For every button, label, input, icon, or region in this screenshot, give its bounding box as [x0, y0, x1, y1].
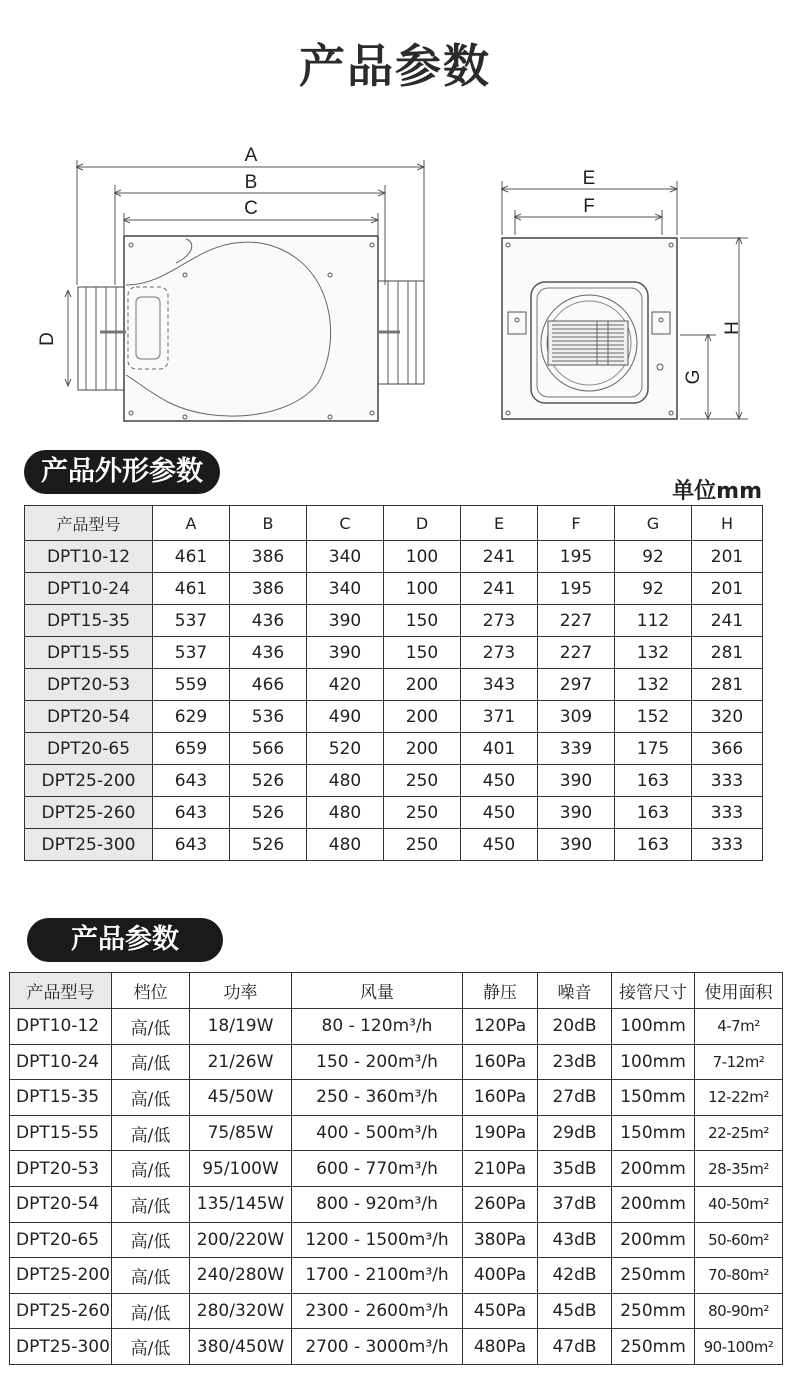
model-cell: DPT10-24 — [25, 573, 153, 605]
model-cell: DPT25-260 — [25, 797, 153, 829]
value-cell: 100mm — [612, 1009, 695, 1045]
value-cell: 43dB — [538, 1222, 612, 1258]
header-cell: B — [230, 506, 307, 541]
value-cell: 250 — [384, 797, 461, 829]
value-cell: 2700 - 3000m³/h — [292, 1329, 463, 1365]
value-cell: 21/26W — [190, 1044, 292, 1080]
dim-label-c: C — [244, 198, 258, 219]
table-row — [10, 1080, 783, 1116]
value-cell: 340 — [307, 541, 384, 573]
table-row — [10, 1115, 783, 1151]
value-cell: 629 — [153, 701, 230, 733]
table-row — [10, 1009, 783, 1045]
header-cell: 噪音 — [538, 973, 612, 1009]
dimensions-table-body — [25, 541, 763, 861]
value-cell: 100mm — [612, 1044, 695, 1080]
value-cell: 200mm — [612, 1186, 695, 1222]
value-cell: 333 — [692, 765, 763, 797]
table-row — [10, 1258, 783, 1294]
value-cell: 436 — [230, 637, 307, 669]
value-cell: 45/50W — [190, 1080, 292, 1116]
value-cell: 297 — [538, 669, 615, 701]
value-cell: 高/低 — [112, 1044, 190, 1080]
header-cell: 档位 — [112, 973, 190, 1009]
value-cell: 386 — [230, 573, 307, 605]
value-cell: 400 - 500m³/h — [292, 1115, 463, 1151]
value-cell: 461 — [153, 573, 230, 605]
model-cell: DPT20-53 — [10, 1151, 112, 1187]
dim-label-d: D — [37, 332, 58, 346]
value-cell: 520 — [307, 733, 384, 765]
value-cell: 250mm — [612, 1293, 695, 1329]
table-row — [10, 1293, 783, 1329]
value-cell: 366 — [692, 733, 763, 765]
dim-label-h: H — [722, 321, 743, 335]
table-row — [25, 669, 763, 701]
value-cell: 150 — [384, 605, 461, 637]
header-cell: 接管尺寸 — [612, 973, 695, 1009]
value-cell: 150mm — [612, 1080, 695, 1116]
value-cell: 537 — [153, 605, 230, 637]
dim-label-g: G — [683, 369, 704, 385]
header-cell: E — [461, 506, 538, 541]
value-cell: 320 — [692, 701, 763, 733]
table-row — [25, 701, 763, 733]
value-cell: 23dB — [538, 1044, 612, 1080]
value-cell: 480Pa — [463, 1329, 538, 1365]
value-cell: 90-100m² — [695, 1329, 783, 1365]
table-row — [25, 637, 763, 669]
model-cell: DPT25-300 — [10, 1329, 112, 1365]
header-cell: 使用面积 — [695, 973, 783, 1009]
table-row — [25, 573, 763, 605]
value-cell: 400Pa — [463, 1258, 538, 1294]
value-cell: 200 — [384, 669, 461, 701]
value-cell: 高/低 — [112, 1222, 190, 1258]
value-cell: 120Pa — [463, 1009, 538, 1045]
model-cell: DPT20-54 — [10, 1186, 112, 1222]
value-cell: 450Pa — [463, 1293, 538, 1329]
value-cell: 250mm — [612, 1258, 695, 1294]
value-cell: 2300 - 2600m³/h — [292, 1293, 463, 1329]
value-cell: 340 — [307, 573, 384, 605]
value-cell: 201 — [692, 541, 763, 573]
value-cell: 高/低 — [112, 1009, 190, 1045]
value-cell: 29dB — [538, 1115, 612, 1151]
value-cell: 27dB — [538, 1080, 612, 1116]
model-cell: DPT10-12 — [25, 541, 153, 573]
value-cell: 401 — [461, 733, 538, 765]
value-cell: 47dB — [538, 1329, 612, 1365]
value-cell: 250 — [384, 829, 461, 861]
value-cell: 4-7m² — [695, 1009, 783, 1045]
value-cell: 241 — [692, 605, 763, 637]
value-cell: 160Pa — [463, 1044, 538, 1080]
value-cell: 210Pa — [463, 1151, 538, 1187]
value-cell: 260Pa — [463, 1186, 538, 1222]
value-cell: 135/145W — [190, 1186, 292, 1222]
value-cell: 227 — [538, 637, 615, 669]
value-cell: 280/320W — [190, 1293, 292, 1329]
model-cell: DPT25-260 — [10, 1293, 112, 1329]
value-cell: 309 — [538, 701, 615, 733]
value-cell: 200 — [384, 733, 461, 765]
value-cell: 35dB — [538, 1151, 612, 1187]
header-cell: C — [307, 506, 384, 541]
value-cell: 75/85W — [190, 1115, 292, 1151]
value-cell: 490 — [307, 701, 384, 733]
value-cell: 450 — [461, 765, 538, 797]
value-cell: 390 — [538, 797, 615, 829]
header-cell: 静压 — [463, 973, 538, 1009]
value-cell: 7-12m² — [695, 1044, 783, 1080]
value-cell: 333 — [692, 829, 763, 861]
value-cell: 800 - 920m³/h — [292, 1186, 463, 1222]
value-cell: 45dB — [538, 1293, 612, 1329]
value-cell: 537 — [153, 637, 230, 669]
value-cell: 42dB — [538, 1258, 612, 1294]
value-cell: 281 — [692, 637, 763, 669]
value-cell: 390 — [538, 765, 615, 797]
header-cell: 风量 — [292, 973, 463, 1009]
header-cell: 功率 — [190, 973, 292, 1009]
header-cell: 产品型号 — [10, 973, 112, 1009]
value-cell: 480 — [307, 829, 384, 861]
value-cell: 281 — [692, 669, 763, 701]
value-cell: 659 — [153, 733, 230, 765]
model-cell: DPT15-35 — [25, 605, 153, 637]
table-row — [25, 605, 763, 637]
value-cell: 436 — [230, 605, 307, 637]
params-table-header — [10, 973, 783, 1009]
value-cell: 241 — [461, 573, 538, 605]
value-cell: 200 — [384, 701, 461, 733]
model-cell: DPT20-65 — [10, 1222, 112, 1258]
params-section-title: 产品参数 — [27, 918, 223, 962]
value-cell: 526 — [230, 829, 307, 861]
value-cell: 461 — [153, 541, 230, 573]
table-row — [10, 1186, 783, 1222]
value-cell: 163 — [615, 829, 692, 861]
value-cell: 559 — [153, 669, 230, 701]
value-cell: 371 — [461, 701, 538, 733]
header-cell: 产品型号 — [25, 506, 153, 541]
value-cell: 526 — [230, 765, 307, 797]
value-cell: 240/280W — [190, 1258, 292, 1294]
value-cell: 390 — [307, 605, 384, 637]
value-cell: 200mm — [612, 1222, 695, 1258]
value-cell: 227 — [538, 605, 615, 637]
table-row — [25, 829, 763, 861]
value-cell: 28-35m² — [695, 1151, 783, 1187]
header-cell: A — [153, 506, 230, 541]
value-cell: 112 — [615, 605, 692, 637]
page-title: 产品参数 — [299, 39, 491, 93]
model-cell: DPT20-54 — [25, 701, 153, 733]
value-cell: 390 — [307, 637, 384, 669]
dim-label-a: A — [244, 145, 258, 166]
value-cell: 40-50m² — [695, 1186, 783, 1222]
value-cell: 643 — [153, 829, 230, 861]
value-cell: 37dB — [538, 1186, 612, 1222]
dim-label-f: F — [583, 196, 595, 217]
dimensions-table — [24, 505, 763, 861]
model-cell: DPT10-24 — [10, 1044, 112, 1080]
value-cell: 70-80m² — [695, 1258, 783, 1294]
table-header-row — [25, 506, 763, 541]
value-cell: 92 — [615, 573, 692, 605]
value-cell: 152 — [615, 701, 692, 733]
dimensions-table-header — [25, 506, 763, 541]
table-row — [25, 797, 763, 829]
value-cell: 高/低 — [112, 1080, 190, 1116]
value-cell: 132 — [615, 637, 692, 669]
value-cell: 80 - 120m³/h — [292, 1009, 463, 1045]
value-cell: 190Pa — [463, 1115, 538, 1151]
value-cell: 566 — [230, 733, 307, 765]
value-cell: 273 — [461, 605, 538, 637]
table-row — [10, 1329, 783, 1365]
value-cell: 450 — [461, 797, 538, 829]
value-cell: 163 — [615, 797, 692, 829]
value-cell: 420 — [307, 669, 384, 701]
model-cell: DPT20-53 — [25, 669, 153, 701]
unit-label: 单位mm — [672, 479, 762, 504]
value-cell: 高/低 — [112, 1258, 190, 1294]
value-cell: 92 — [615, 541, 692, 573]
value-cell: 536 — [230, 701, 307, 733]
value-cell: 200/220W — [190, 1222, 292, 1258]
model-cell: DPT25-200 — [10, 1258, 112, 1294]
table-row — [25, 765, 763, 797]
value-cell: 386 — [230, 541, 307, 573]
value-cell: 80-90m² — [695, 1293, 783, 1329]
value-cell: 480 — [307, 765, 384, 797]
value-cell: 高/低 — [112, 1293, 190, 1329]
dim-label-e: E — [582, 168, 596, 189]
value-cell: 高/低 — [112, 1115, 190, 1151]
value-cell: 201 — [692, 573, 763, 605]
model-cell: DPT15-55 — [25, 637, 153, 669]
value-cell: 160Pa — [463, 1080, 538, 1116]
table-row — [10, 1151, 783, 1187]
params-table — [9, 972, 783, 1365]
value-cell: 390 — [538, 829, 615, 861]
value-cell: 12-22m² — [695, 1080, 783, 1116]
product-dimension-drawing — [0, 135, 790, 435]
value-cell: 18/19W — [190, 1009, 292, 1045]
table-row — [10, 1044, 783, 1080]
table-row — [25, 733, 763, 765]
value-cell: 100 — [384, 573, 461, 605]
model-cell: DPT25-200 — [25, 765, 153, 797]
value-cell: 20dB — [538, 1009, 612, 1045]
value-cell: 380Pa — [463, 1222, 538, 1258]
value-cell: 150 - 200m³/h — [292, 1044, 463, 1080]
value-cell: 643 — [153, 797, 230, 829]
value-cell: 333 — [692, 797, 763, 829]
dim-label-b: B — [244, 172, 258, 193]
value-cell: 466 — [230, 669, 307, 701]
value-cell: 480 — [307, 797, 384, 829]
value-cell: 241 — [461, 541, 538, 573]
value-cell: 1200 - 1500m³/h — [292, 1222, 463, 1258]
table-row — [10, 1222, 783, 1258]
value-cell: 250 — [384, 765, 461, 797]
value-cell: 100 — [384, 541, 461, 573]
model-cell: DPT15-55 — [10, 1115, 112, 1151]
value-cell: 200mm — [612, 1151, 695, 1187]
value-cell: 高/低 — [112, 1329, 190, 1365]
value-cell: 95/100W — [190, 1151, 292, 1187]
model-cell: DPT20-65 — [25, 733, 153, 765]
value-cell: 343 — [461, 669, 538, 701]
model-cell: DPT15-35 — [10, 1080, 112, 1116]
table-row — [25, 541, 763, 573]
model-cell: DPT10-12 — [10, 1009, 112, 1045]
value-cell: 150mm — [612, 1115, 695, 1151]
value-cell: 643 — [153, 765, 230, 797]
value-cell: 1700 - 2100m³/h — [292, 1258, 463, 1294]
value-cell: 高/低 — [112, 1151, 190, 1187]
value-cell: 高/低 — [112, 1186, 190, 1222]
value-cell: 175 — [615, 733, 692, 765]
value-cell: 132 — [615, 669, 692, 701]
value-cell: 380/450W — [190, 1329, 292, 1365]
value-cell: 50-60m² — [695, 1222, 783, 1258]
header-cell: D — [384, 506, 461, 541]
value-cell: 163 — [615, 765, 692, 797]
value-cell: 450 — [461, 829, 538, 861]
value-cell: 273 — [461, 637, 538, 669]
value-cell: 250mm — [612, 1329, 695, 1365]
value-cell: 250 - 360m³/h — [292, 1080, 463, 1116]
header-cell: H — [692, 506, 763, 541]
value-cell: 150 — [384, 637, 461, 669]
dimensions-section-title: 产品外形参数 — [24, 450, 220, 494]
value-cell: 600 - 770m³/h — [292, 1151, 463, 1187]
model-cell: DPT25-300 — [25, 829, 153, 861]
table-header-row — [10, 973, 783, 1009]
value-cell: 195 — [538, 541, 615, 573]
header-cell: F — [538, 506, 615, 541]
value-cell: 526 — [230, 797, 307, 829]
header-cell: G — [615, 506, 692, 541]
value-cell: 22-25m² — [695, 1115, 783, 1151]
value-cell: 195 — [538, 573, 615, 605]
value-cell: 339 — [538, 733, 615, 765]
params-table-body — [10, 1009, 783, 1365]
